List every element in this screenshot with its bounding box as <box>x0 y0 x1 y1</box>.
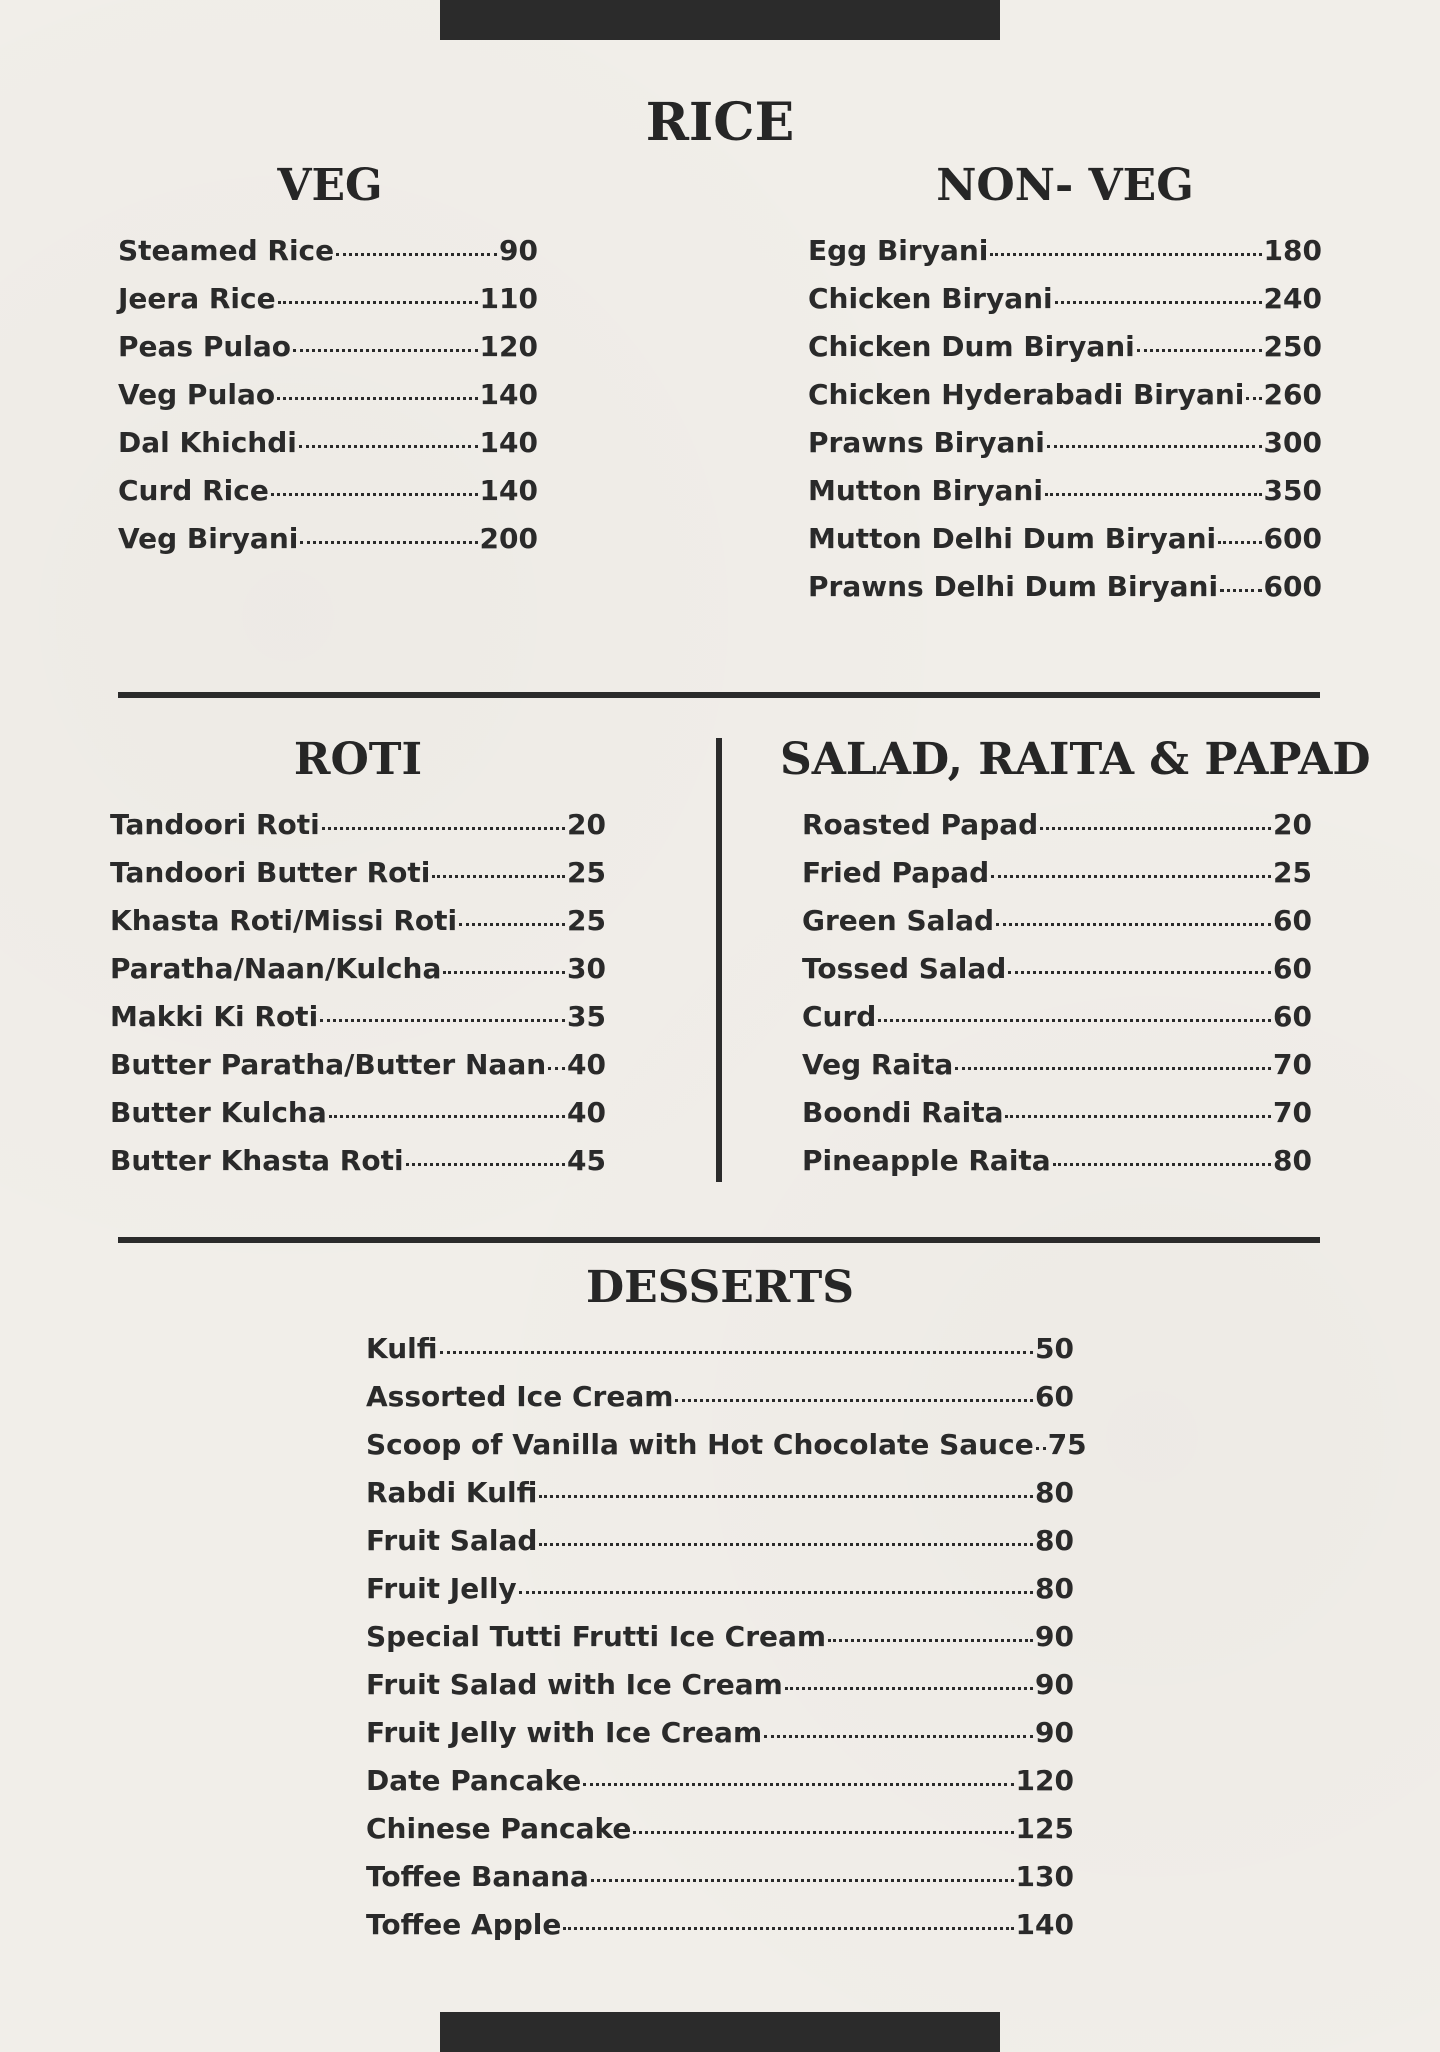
menu-item <box>802 808 1312 856</box>
menu-item-name: Boondi Raita <box>802 1096 1004 1129</box>
menu-item-name: Chicken Dum Biryani <box>808 330 1135 363</box>
menu-item-price: 25 <box>1273 856 1312 889</box>
menu-item-price: 60 <box>1273 904 1312 937</box>
menu-item-price: 180 <box>1263 234 1322 267</box>
menu-item <box>808 522 1322 570</box>
menu-item-price: 140 <box>1015 1908 1074 1941</box>
dot-leader <box>300 541 477 544</box>
menu-item-name: Chicken Hyderabadi Biryani <box>808 378 1245 411</box>
dot-leader <box>519 1591 1033 1594</box>
menu-item <box>110 952 606 1000</box>
menu-item <box>802 1144 1312 1192</box>
menu-item <box>366 1380 1074 1428</box>
menu-item-name: Date Pancake <box>366 1764 582 1797</box>
menu-item-name: Veg Biryani <box>118 522 299 555</box>
menu-item-name: Fruit Salad <box>366 1524 538 1557</box>
menu-item <box>110 1144 606 1192</box>
menu-item-price: 70 <box>1273 1096 1312 1129</box>
dot-leader <box>271 493 478 496</box>
dot-leader <box>440 1351 1034 1354</box>
top-decorative-bar <box>440 0 1000 40</box>
menu-item-name: Roasted Papad <box>802 808 1039 841</box>
rice-heading: RICE <box>645 92 795 153</box>
dot-leader <box>675 1399 1033 1402</box>
menu-item-name: Jeera Rice <box>118 282 276 315</box>
dot-leader <box>878 1019 1271 1022</box>
dot-leader <box>785 1687 1033 1690</box>
menu-item-name: Butter Kulcha <box>110 1096 327 1129</box>
dot-leader <box>828 1639 1033 1642</box>
menu-item-price: 140 <box>479 378 538 411</box>
menu-item <box>366 1572 1074 1620</box>
menu-item <box>118 474 538 522</box>
dot-leader <box>299 445 478 448</box>
menu-item-price: 200 <box>479 522 538 555</box>
menu-item <box>802 856 1312 904</box>
menu-item-name: Butter Khasta Roti <box>110 1144 404 1177</box>
menu-item-price: 90 <box>1035 1620 1074 1653</box>
menu-item-name: Fruit Jelly with Ice Cream <box>366 1716 763 1749</box>
dot-leader <box>591 1879 1014 1882</box>
menu-item <box>118 234 538 282</box>
menu-item <box>110 1096 606 1144</box>
dot-leader <box>406 1163 565 1166</box>
menu-item-price: 140 <box>479 426 538 459</box>
menu-item-name: Chicken Biryani <box>808 282 1053 315</box>
menu-item-name: Tossed Salad <box>802 952 1007 985</box>
dot-leader <box>293 349 478 352</box>
dot-leader <box>1246 397 1261 400</box>
column-divider <box>716 738 722 1182</box>
menu-item-price: 75 <box>1047 1428 1087 1461</box>
dot-leader <box>996 923 1271 926</box>
roti-list <box>110 808 606 1192</box>
menu-item-price: 80 <box>1035 1476 1074 1509</box>
menu-item-name: Curd <box>802 1000 877 1033</box>
menu-item-price: 80 <box>1035 1572 1074 1605</box>
menu-item-price: 70 <box>1273 1048 1312 1081</box>
menu-item <box>802 952 1312 1000</box>
menu-item-name: Paratha/Naan/Kulcha <box>110 952 442 985</box>
menu-item-price: 40 <box>567 1096 606 1129</box>
menu-item-price: 125 <box>1015 1812 1074 1845</box>
dot-leader <box>459 923 565 926</box>
menu-item-price: 90 <box>499 234 538 267</box>
veg-heading: VEG <box>277 160 383 211</box>
menu-item-price: 300 <box>1263 426 1322 459</box>
menu-item-name: Pineapple Raita <box>802 1144 1051 1177</box>
dot-leader <box>277 397 477 400</box>
menu-item-price: 50 <box>1035 1332 1074 1365</box>
menu-item <box>366 1668 1074 1716</box>
dot-leader <box>991 875 1271 878</box>
menu-item-name: Mutton Delhi Dum Biryani <box>808 522 1217 555</box>
menu-item-name: Fruit Salad with Ice Cream <box>366 1668 783 1701</box>
menu-item <box>110 1048 606 1096</box>
menu-item-price: 45 <box>567 1144 606 1177</box>
dot-leader <box>336 253 497 256</box>
menu-item-price: 110 <box>479 282 538 315</box>
menu-item-price: 260 <box>1263 378 1322 411</box>
dot-leader <box>432 875 565 878</box>
menu-item <box>110 904 606 952</box>
menu-item-price: 80 <box>1035 1524 1074 1557</box>
menu-item-name: Mutton Biryani <box>808 474 1043 507</box>
menu-item-name: Tandoori Butter Roti <box>110 856 431 889</box>
menu-item <box>366 1908 1074 1956</box>
menu-item <box>802 904 1312 952</box>
dot-leader <box>1045 493 1262 496</box>
menu-item <box>808 570 1322 618</box>
menu-item <box>118 330 538 378</box>
menu-item-price: 20 <box>1273 808 1312 841</box>
menu-item-name: Scoop of Vanilla with Hot Chocolate Sauce <box>366 1428 1034 1461</box>
salad-raita-papad-heading: SALAD, RAITA & PAPAD <box>780 734 1371 785</box>
menu-item <box>808 378 1322 426</box>
dot-leader <box>548 1067 565 1070</box>
menu-item-price: 250 <box>1263 330 1322 363</box>
menu-item-price: 600 <box>1263 522 1322 555</box>
dot-leader <box>329 1115 565 1118</box>
dot-leader <box>1055 301 1262 304</box>
dot-leader <box>443 971 565 974</box>
menu-item <box>808 234 1322 282</box>
dot-leader <box>539 1543 1033 1546</box>
menu-item-price: 25 <box>567 856 606 889</box>
dot-leader <box>322 827 565 830</box>
menu-item-name: Fried Papad <box>802 856 990 889</box>
menu-item-name: Khasta Roti/Missi Roti <box>110 904 458 937</box>
menu-item-price: 30 <box>567 952 606 985</box>
menu-item <box>110 808 606 856</box>
menu-item-name: Green Salad <box>802 904 995 937</box>
dot-leader <box>1005 1115 1271 1118</box>
menu-item-name: Egg Biryani <box>808 234 989 267</box>
nonveg-heading: NON- VEG <box>936 160 1194 211</box>
menu-item <box>808 426 1322 474</box>
menu-item-name: Peas Pulao <box>118 330 292 363</box>
menu-item <box>366 1524 1074 1572</box>
menu-item <box>808 474 1322 522</box>
menu-item-name: Fruit Jelly <box>366 1572 517 1605</box>
menu-item-price: 25 <box>567 904 606 937</box>
menu-item-name: Curd Rice <box>118 474 269 507</box>
menu-item-name: Tandoori Roti <box>110 808 320 841</box>
menu-item <box>366 1860 1074 1908</box>
menu-item-price: 90 <box>1035 1716 1074 1749</box>
dot-leader <box>1008 971 1271 974</box>
veg-rice-list <box>118 234 538 570</box>
menu-item <box>366 1428 1087 1476</box>
salad-raita-papad-list <box>802 808 1312 1192</box>
roti-heading: ROTI <box>293 734 423 785</box>
menu-item-price: 120 <box>1015 1764 1074 1797</box>
menu-item-name: Prawns Delhi Dum Biryani <box>808 570 1219 603</box>
dot-leader <box>320 1019 565 1022</box>
menu-item <box>366 1764 1074 1812</box>
dot-leader <box>1047 445 1262 448</box>
menu-item <box>802 1000 1312 1048</box>
menu-item-price: 120 <box>479 330 538 363</box>
menu-item-price: 350 <box>1263 474 1322 507</box>
dot-leader <box>583 1783 1013 1786</box>
menu-item-name: Prawns Biryani <box>808 426 1045 459</box>
menu-item-name: Assorted Ice Cream <box>366 1380 674 1413</box>
menu-item <box>118 426 538 474</box>
dot-leader <box>1137 349 1262 352</box>
menu-item-price: 80 <box>1273 1144 1312 1177</box>
menu-item <box>808 282 1322 330</box>
menu-item <box>802 1048 1312 1096</box>
dot-leader <box>633 1831 1013 1834</box>
menu-item-name: Chinese Pancake <box>366 1812 632 1845</box>
menu-item-price: 35 <box>567 1000 606 1033</box>
menu-item-name: Veg Raita <box>802 1048 954 1081</box>
dot-leader <box>1220 589 1261 592</box>
menu-item-price: 60 <box>1035 1380 1074 1413</box>
menu-item <box>366 1620 1074 1668</box>
section-divider-roti <box>118 1237 1320 1243</box>
menu-item-name: Veg Pulao <box>118 378 276 411</box>
menu-item-price: 240 <box>1263 282 1322 315</box>
menu-item-price: 20 <box>567 808 606 841</box>
menu-item-name: Makki Ki Roti <box>110 1000 319 1033</box>
menu-item-name: Special Tutti Frutti Ice Cream <box>366 1620 827 1653</box>
dot-leader <box>1053 1163 1271 1166</box>
menu-item <box>118 522 538 570</box>
menu-item-price: 60 <box>1273 1000 1312 1033</box>
menu-item <box>366 1812 1074 1860</box>
menu-item-price: 40 <box>567 1048 606 1081</box>
dot-leader <box>563 1927 1013 1930</box>
menu-item <box>110 856 606 904</box>
menu-item <box>366 1716 1074 1764</box>
desserts-list <box>366 1332 1087 1956</box>
menu-item <box>808 330 1322 378</box>
nonveg-rice-list <box>808 234 1322 618</box>
menu-item-price: 600 <box>1263 570 1322 603</box>
desserts-heading: DESSERTS <box>585 1262 855 1313</box>
dot-leader <box>539 1495 1033 1498</box>
menu-item-price: 130 <box>1015 1860 1074 1893</box>
menu-item-name: Toffee Apple <box>366 1908 562 1941</box>
menu-item-name: Toffee Banana <box>366 1860 589 1893</box>
menu-item <box>118 282 538 330</box>
menu-item-price: 140 <box>479 474 538 507</box>
dot-leader <box>764 1735 1033 1738</box>
dot-leader <box>1040 827 1271 830</box>
menu-item-name: Butter Paratha/Butter Naan <box>110 1048 547 1081</box>
section-divider-rice <box>118 692 1320 698</box>
menu-item <box>118 378 538 426</box>
menu-item-name: Rabdi Kulfi <box>366 1476 538 1509</box>
menu-item-name: Kulfi <box>366 1332 438 1365</box>
dot-leader <box>1036 1447 1046 1450</box>
menu-item <box>110 1000 606 1048</box>
menu-item-name: Dal Khichdi <box>118 426 297 459</box>
menu-item-price: 90 <box>1035 1668 1074 1701</box>
menu-item <box>802 1096 1312 1144</box>
menu-item <box>366 1332 1074 1380</box>
menu-item-name: Steamed Rice <box>118 234 335 267</box>
dot-leader <box>955 1067 1271 1070</box>
dot-leader <box>278 301 478 304</box>
dot-leader <box>1218 541 1261 544</box>
bottom-decorative-bar <box>440 2012 1000 2052</box>
menu-item <box>366 1476 1074 1524</box>
menu-item-price: 60 <box>1273 952 1312 985</box>
dot-leader <box>990 253 1261 256</box>
